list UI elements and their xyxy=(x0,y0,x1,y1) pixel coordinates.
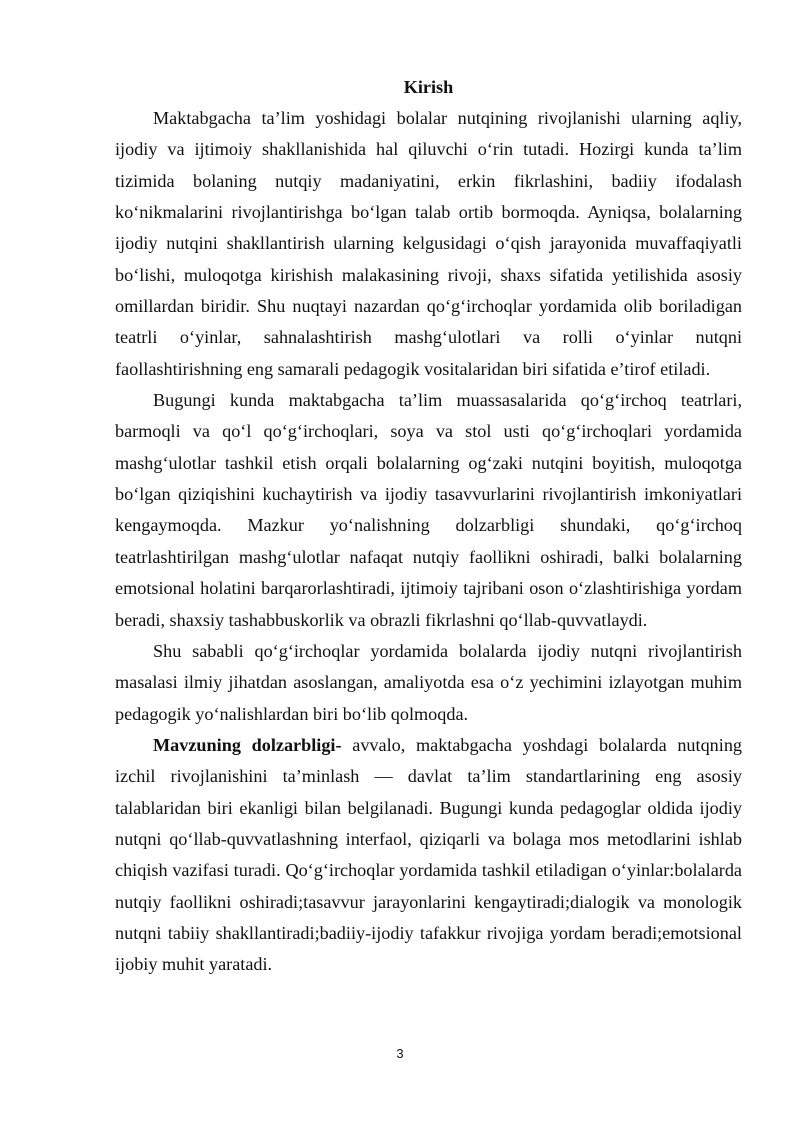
paragraph-text: Maktabgacha ta’lim yoshidagi bolalar nutqining rivojlanishi ularning aqliy, ijodiy va ijtimoiy shakllanishida hal qiluvchi o‘rin tutadi. Hozirgi kunda ta’lim tizimida bolaning nutqiy madaniyatini, erkin fikrlashini, badiiy ifodalash ko‘nikmalarini rivojlantirishga bo‘lgan talab ortib bormoqda. Ayniqsa, bolalarning ijodiy nutqini shakllantirish ularning kelgusidagi o‘qish jarayonida muvaffaqiyatli bo‘lishi, muloqotga kirishish malakasining rivoji, shaxs sifatida yetilishida asosiy omillardan biridir. Shu nuqtayi nazardan qo‘g‘irchoqlar yordamida olib boriladigan teatrli o‘yinlar, sahnalashtirish mashg‘ulotlari va rolli o‘yinlar nutqni faollashtirishning eng samarali pedagogik vositalaridan biri sifatida e’tirof etiladi. xyxy=(115,108,742,379)
page-number: 3 xyxy=(396,1046,404,1061)
paragraph-text: Bugungi kunda maktabgacha ta’lim muassasalarida qo‘g‘irchoq teatrlari, barmoqli va qo‘l qo‘g‘irchoqlari, soya va stol usti qo‘g‘irchoqlari yordamida mashg‘ulotlar tashkil etish orqali bolalarning og‘zaki nutqini boyitish, muloqotga bo‘lgan qiziqishini kuchaytirish va ijodiy tasavvurlarini rivojlantirish imkoniyatlari kengaymoqda. Mazkur yo‘nalishning dolzarbligi shundaki, qo‘g‘irchoq teatrlashtirilgan mashg‘ulotlar nafaqat nutqiy faollikni oshiradi, balki bolalarning emotsional holatini barqarorlashtiradi, ijtimoiy tajribani oson o‘zlashtirishiga yordam beradi, shaxsiy tashabbuskorlik va obrazli fikrlashni qo‘llab-quvvatlaydi. xyxy=(115,390,742,630)
paragraph-intro xyxy=(115,103,742,385)
paragraph-current-state xyxy=(115,385,742,636)
paragraph-text: avvalo, maktabgacha yoshdagi bolalarda nutqning izchil rivojlanishini ta’minlash — davlat ta’lim standartlarining eng asosiy talablaridan biri ekanligi bilan belgilanadi. Bugungi kunda pedagoglar oldida ijodiy nutqni qo‘llab-quvvatlashning interfaol, qiziqarli va bolaga mos metodlarini ishlab chiqish vazifasi turadi. Qo‘g‘irchoqlar yordamida tashkil etiladigan o‘yinlar:bolalarda nutqiy faollikni oshiradi;tasavvur jarayonlarini kengaytiradi;dialogik va monologik nutqni tabiiy shakllantiradi;badiiy-ijodiy tafakkur rivojiga yordam beradi;emotsional ijobiy muhit yaratadi. xyxy=(115,734,743,975)
paragraph-lead-term: Mavzuning dolzarbligi- xyxy=(153,734,342,755)
document-body xyxy=(115,72,742,981)
section-heading: Kirish xyxy=(403,77,454,97)
paragraph-text: Shu sababli qo‘g‘irchoqlar yordamida bolalarda ijodiy nutqni rivojlantirish masalasi ilmiy jihatdan asoslangan, amaliyotda esa o‘z yechimini izlayotgan muhim pedagogik yo‘nalishlardan biri bo‘lib qolmoqda. xyxy=(115,640,742,724)
paragraph-conclusion xyxy=(115,636,742,730)
paragraph-relevance xyxy=(115,730,742,981)
